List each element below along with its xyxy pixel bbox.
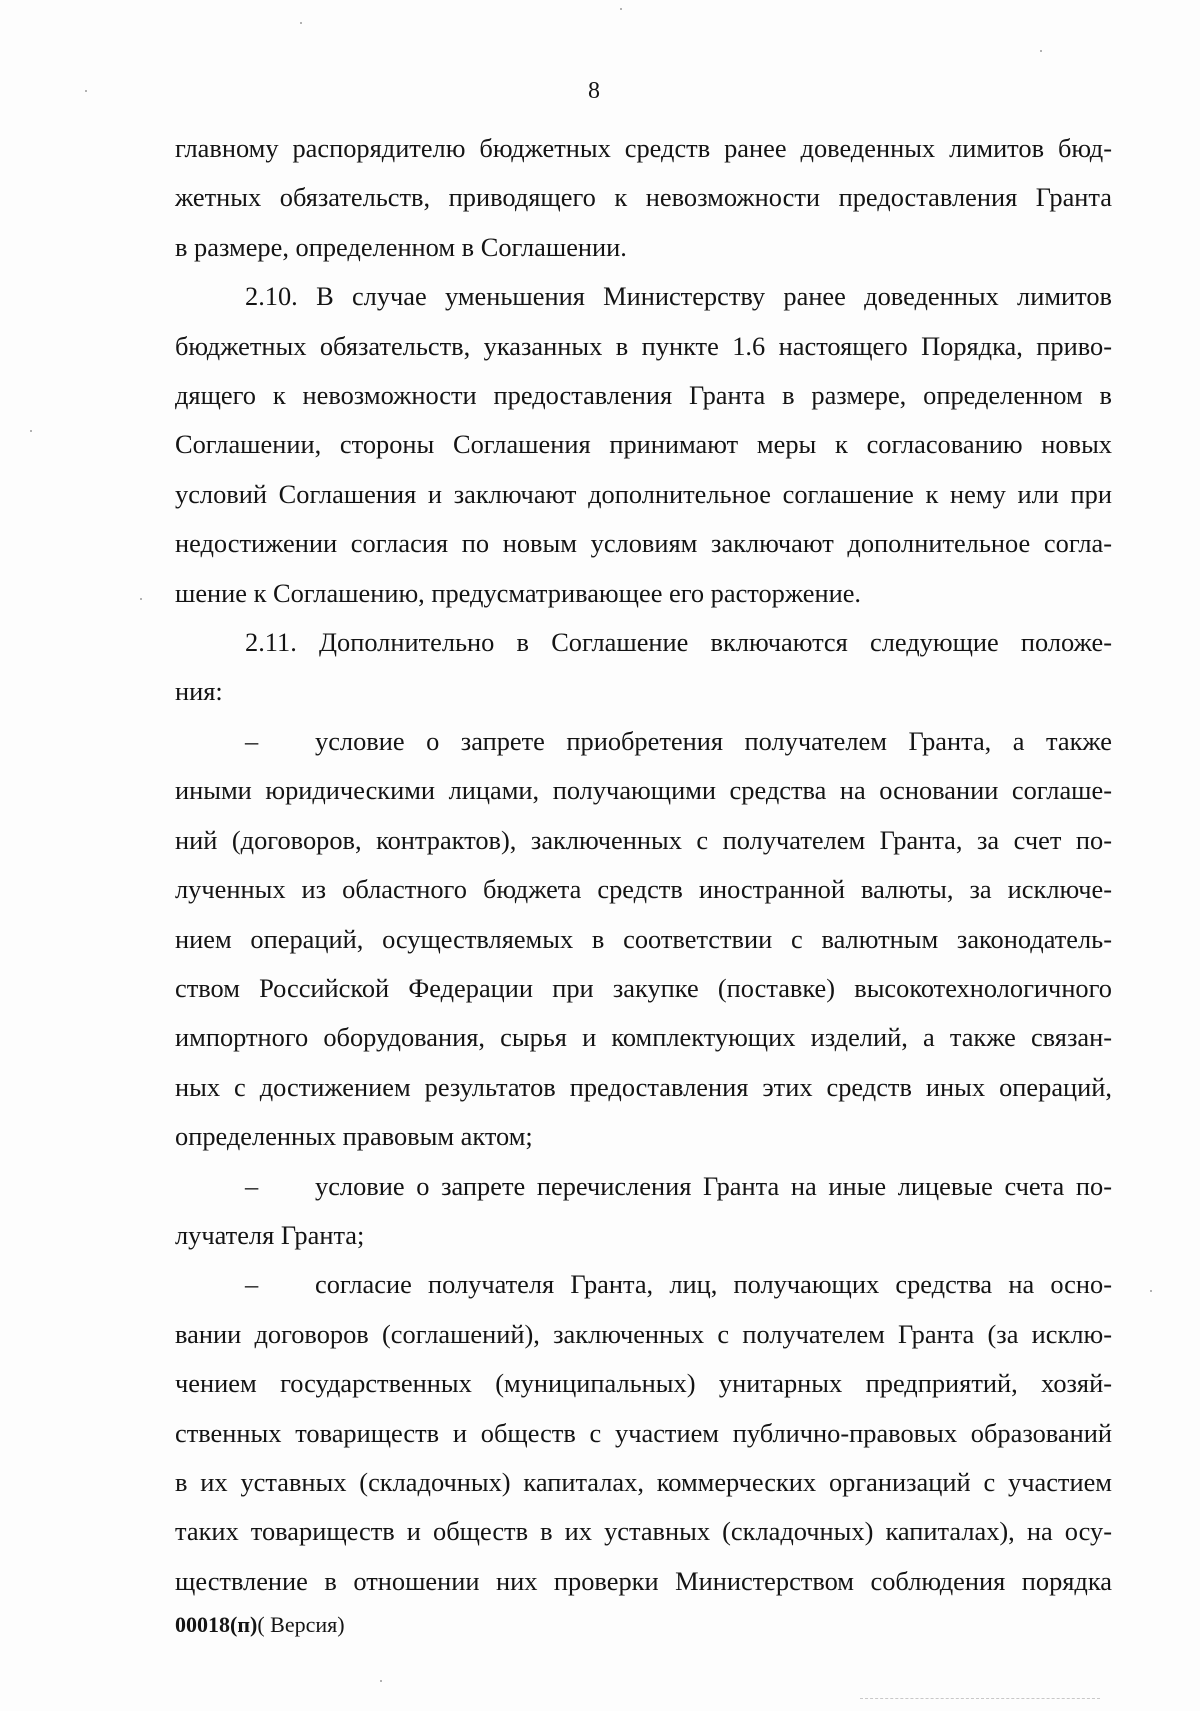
text-line: Соглашении, стороны Соглашения принимают меры к согласованию новых bbox=[175, 429, 1112, 460]
text-line: чением государственных (муниципальных) унитарных предприятий, хозяй- bbox=[175, 1368, 1112, 1399]
text-line: жетных обязательств, приводящего к невозможности предоставления Гранта bbox=[175, 182, 1112, 213]
text-line: согласие получателя Гранта, лиц, получающих средства на осно- bbox=[315, 1269, 1112, 1300]
list-dash: – bbox=[245, 725, 259, 756]
text-line: лученных из областного бюджета средств иностранной валюты, за исключе- bbox=[175, 874, 1112, 905]
scan-edge-line bbox=[860, 1698, 1100, 1699]
text-line: условий Соглашения и заключают дополнительное соглашение к нему или при bbox=[175, 478, 1112, 509]
list-dash: – bbox=[245, 1269, 259, 1300]
text-line: 2.11. Дополнительно в Соглашение включаются следующие положе- bbox=[245, 627, 1112, 658]
text-line: ществление в отношении них проверки Министерством соблюдения порядка bbox=[175, 1565, 1112, 1596]
text-line: импортного оборудования, сырья и комплектующих изделий, а также связан- bbox=[175, 1022, 1112, 1053]
document-code-number: 00018(п) bbox=[175, 1612, 258, 1637]
list-item bbox=[175, 717, 1112, 766]
list-dash: – bbox=[245, 1170, 259, 1201]
text-line: ством Российской Федерации при закупке (поставке) высокотехнологичного bbox=[175, 972, 1112, 1003]
scan-speck bbox=[380, 1680, 382, 1682]
text-line: шение к Соглашению, предусматривающее его расторжение. bbox=[175, 577, 862, 608]
document-version: ( Версия) bbox=[257, 1612, 345, 1637]
scan-speck bbox=[140, 598, 142, 600]
text-line: таких товариществ и обществ в их уставных (складочных) капиталах), на осу- bbox=[175, 1516, 1112, 1547]
text-line: 2.10. В случае уменьшения Министерству ранее доведенных лимитов bbox=[245, 281, 1112, 312]
text-line: нием операций, осуществляемых в соответствии с валютным законодатель- bbox=[175, 923, 1112, 954]
scan-speck bbox=[1150, 1290, 1152, 1292]
page-number: 8 bbox=[588, 78, 600, 104]
text-line: лучателя Гранта; bbox=[175, 1219, 365, 1250]
scan-speck bbox=[620, 8, 622, 10]
text-line: в размере, определенном в Соглашении. bbox=[175, 231, 627, 262]
scan-speck bbox=[1040, 50, 1042, 52]
text-line: условие о запрете приобретения получателем Гранта, а также bbox=[315, 725, 1112, 756]
text-line: в их уставных (складочных) капиталах, коммерческих организаций с участием bbox=[175, 1466, 1112, 1497]
scan-speck bbox=[85, 90, 87, 92]
scan-speck bbox=[30, 430, 32, 432]
scan-speck bbox=[300, 22, 302, 24]
text-line: ных с достижением результатов предоставления этих средств иных операций, bbox=[175, 1071, 1112, 1102]
text-line: бюджетных обязательств, указанных в пункте 1.6 настоящего Порядка, приво- bbox=[175, 330, 1112, 361]
text-line: условие о запрете перечисления Гранта на иные лицевые счета по- bbox=[315, 1170, 1112, 1201]
text-line: недостижении согласия по новым условиям заключают дополнительное согла- bbox=[175, 528, 1112, 559]
text-line: вании договоров (соглашений), заключенных с получателем Гранта (за исклю- bbox=[175, 1318, 1112, 1349]
list-item bbox=[175, 1162, 1112, 1211]
document-code bbox=[175, 1610, 345, 1640]
text-line: ния: bbox=[175, 676, 223, 707]
document-body bbox=[175, 124, 1112, 1606]
text-line: определенных правовым актом; bbox=[175, 1121, 533, 1152]
list-item bbox=[175, 1260, 1112, 1309]
text-line: ственных товариществ и обществ с участием публично-правовых образований bbox=[175, 1417, 1112, 1448]
text-line: главному распорядителю бюджетных средств ранее доведенных лимитов бюд- bbox=[175, 133, 1112, 163]
text-line: иными юридическими лицами, получающими средства на основании соглаше- bbox=[175, 775, 1112, 806]
text-line: ний (договоров, контрактов), заключенных с получателем Гранта, за счет по- bbox=[175, 824, 1112, 855]
text-line: дящего к невозможности предоставления Гранта в размере, определенном в bbox=[175, 380, 1112, 411]
